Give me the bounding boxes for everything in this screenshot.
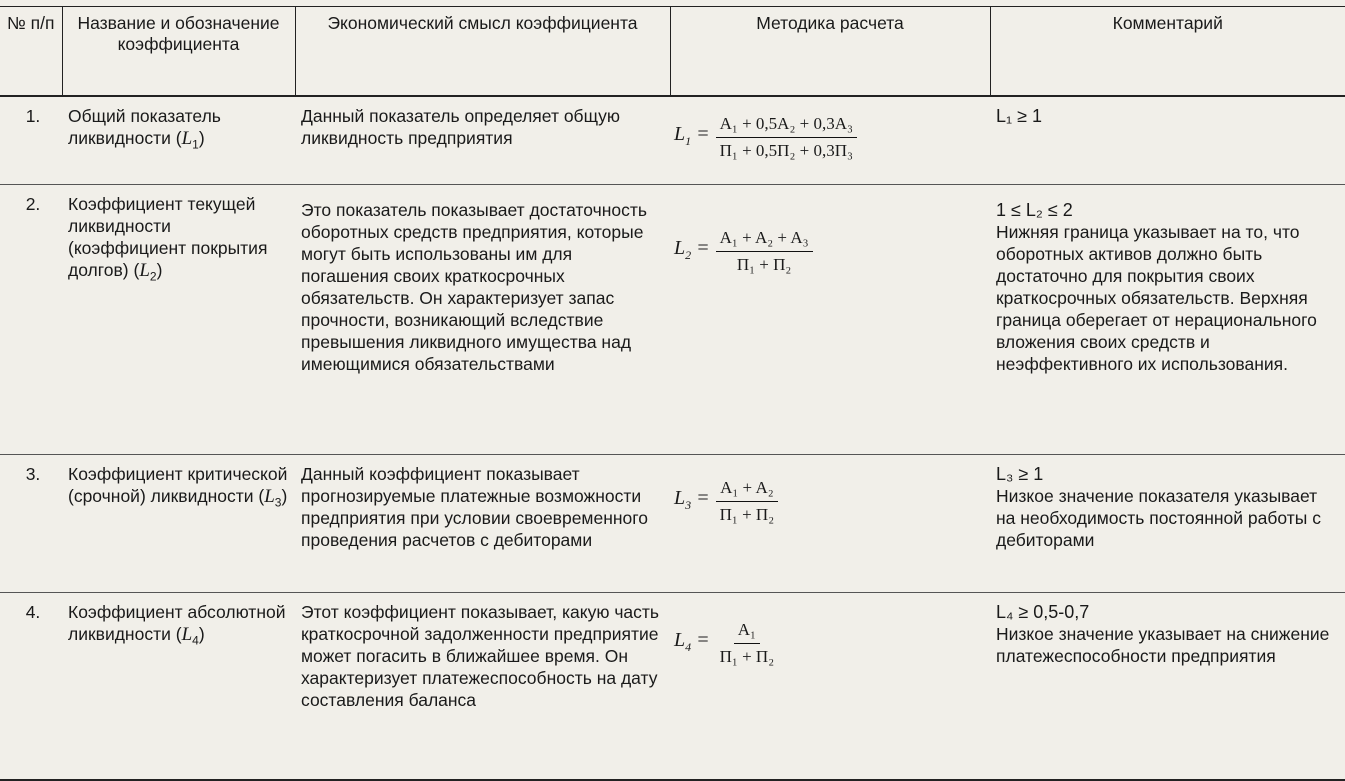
ratio-name: Коэффициент текущей ликвидности (коэффициент покрытия долгов) $(L_2)$ xyxy=(62,184,295,454)
row-number: 3. xyxy=(0,454,62,592)
formula-denominator: П₁ + 0,5П₂ + 0,3П₃ xyxy=(719,141,853,160)
ratio-condition: L₄ ≥ 0,5-0,7 xyxy=(996,601,1090,622)
formula-numerator: A₁ xyxy=(734,619,760,644)
table-row xyxy=(0,592,1345,780)
ratio-condition: L₁ ≥ 1 xyxy=(996,106,1042,126)
formula-numerator: A₁ + A₂ + A₃ xyxy=(716,227,813,252)
table-row xyxy=(0,96,1345,184)
header-comment: Комментарий xyxy=(990,7,1345,97)
ratio-meaning: Это показатель показывает достаточность оборотных средств предприятия, которые могут быть использованы им для погашения своих краткосрочных обязательств. Он характеризует запас прочности, возникающий вследствие превышения ликвидного имущества над имеющимися обязательствами xyxy=(295,184,670,454)
formula-denominator: П₁ + П₂ xyxy=(736,254,792,274)
formula-numerator: A₁ + 0,5A₂ + 0,3A₃ xyxy=(716,113,857,138)
formula-denominator: П₁ + П₂ xyxy=(719,504,775,524)
formula-numerator: A₁ + A₂ xyxy=(716,477,778,502)
ratio-meaning: Этот коэффициент показывает, какую часть краткосрочной задолженности предприятие может погасить в ближайшее время. Он характеризует платежеспособность на дату составления баланса xyxy=(295,592,670,780)
ratio-formula: $L_1$ = $\frac{\text{A₁ + 0,5A₂ + 0,3A₃}}{\text{П₁ + 0,5П₂ + 0,3П₃}}$ xyxy=(670,96,990,184)
ratio-formula: $L_3$ = $\frac{\text{A₁ + A₂}}{\text{П₁ + П₂}}$ xyxy=(670,454,990,592)
ratio-condition: L₃ ≥ 1 xyxy=(996,463,1044,484)
table-row xyxy=(0,184,1345,454)
ratio-name: Общий показатель ликвидности $(L_1)$ xyxy=(62,96,295,184)
ratio-formula: $L_4$ = $\frac{\text{A₁}}{\text{П₁ + П₂}}$ xyxy=(670,592,990,780)
ratio-name: Коэффициент критической (срочной) ликвидности $(L_3)$ xyxy=(62,454,295,592)
header-name: Название и обозначение коэффициента xyxy=(62,7,295,97)
table-header-row xyxy=(0,7,1345,97)
ratio-meaning: Данный показатель определяет общую ликвидность предприятия xyxy=(295,96,670,184)
ratio-name: Коэффициент абсолютной ликвидности $(L_4)$ xyxy=(62,592,295,780)
ratio-comment: 1 ≤ L₂ ≤ 2 Нижняя граница указывает на то, что оборотных активов должно быть достаточно для покрытия своих краткосрочных обязательств. Верхняя граница оберегает от нерационального вложения своих средств и неэффективного их использования. xyxy=(990,184,1345,454)
header-method: Методика расчета xyxy=(670,7,990,97)
row-number: 2. xyxy=(0,184,62,454)
row-number: 4. xyxy=(0,592,62,780)
ratio-comment xyxy=(990,96,1345,184)
ratio-condition: 1 ≤ L₂ ≤ 2 xyxy=(996,199,1073,220)
liquidity-ratios-table xyxy=(0,6,1345,781)
header-num: № п/п xyxy=(0,7,62,97)
ratio-comment: L₄ ≥ 0,5-0,7 Низкое значение указывает на снижение платежеспособности предприятия xyxy=(990,592,1345,780)
ratio-comment: L₃ ≥ 1 Низкое значение показателя указывает на необходимость постоянной работы с дебиторами xyxy=(990,454,1345,592)
formula-denominator: П₁ + П₂ xyxy=(719,646,775,666)
ratio-formula: $L_2$ = $\frac{\text{A₁ + A₂ + A₃}}{\text{П₁ + П₂}}$ xyxy=(670,184,990,454)
row-number: 1. xyxy=(0,96,62,184)
table-row xyxy=(0,454,1345,592)
header-meaning: Экономический смысл коэффициента xyxy=(295,7,670,97)
ratio-meaning: Данный коэффициент показывает прогнозируемые платежные возможности предприятия при условии своевременного проведения расчетов с дебиторами xyxy=(295,454,670,592)
